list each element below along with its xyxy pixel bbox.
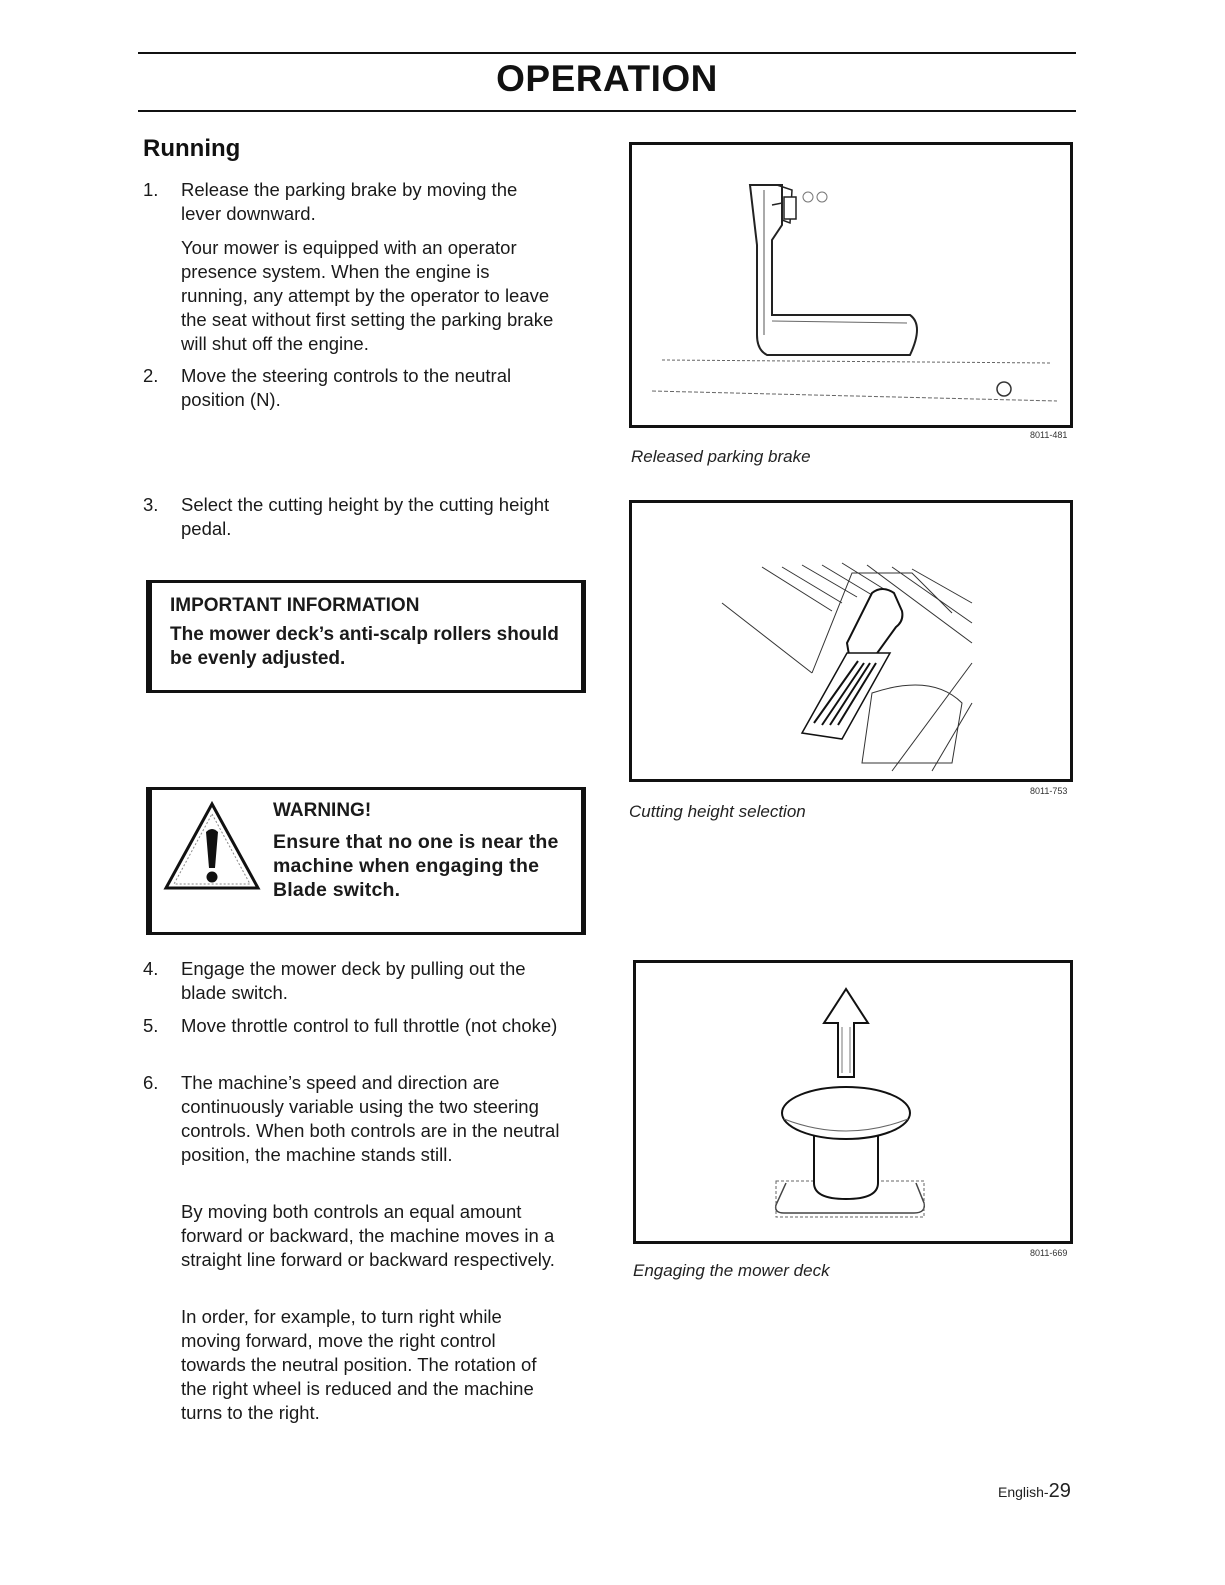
step-number: 3. xyxy=(143,494,159,515)
figure-caption: Engaging the mower deck xyxy=(633,1261,830,1280)
step-text: Move throttle control to full throttle (not choke) xyxy=(181,1015,558,1036)
warning-triangle-icon xyxy=(162,798,262,894)
figure-parking-brake xyxy=(629,142,1073,428)
warning-box xyxy=(146,787,586,935)
step-number: 2. xyxy=(143,365,159,386)
blade-switch-illustration xyxy=(636,963,1070,1241)
header-bottom-rule xyxy=(138,110,1076,112)
important-information-box xyxy=(146,580,586,693)
turn-paragraph: In order, for example, to turn right while moving forward, move the right control towards the neutral position. The rotation of the right wheel is reduced and the machine turns to the right. xyxy=(181,1306,537,1423)
step-number: 1. xyxy=(143,179,159,200)
step-text: Release the parking brake by moving the lever downward. xyxy=(181,179,518,224)
page-prefix: English- xyxy=(998,1484,1049,1500)
page-number xyxy=(998,1480,1071,1503)
figure-mower-deck xyxy=(633,960,1073,1244)
step-text: The machine’s speed and direction are continuously variable using the two steering controls. When both controls are in the neutral position, the machine stands still. xyxy=(181,1072,560,1165)
page-number-value: 29 xyxy=(1048,1480,1071,1502)
parking-brake-illustration xyxy=(632,145,1070,425)
figure-caption: Released parking brake xyxy=(631,447,811,466)
warning-body: Ensure that no one is near the machine when engaging the Blade switch. xyxy=(273,831,559,901)
important-heading: IMPORTANT INFORMATION xyxy=(170,595,420,616)
figure-code: 8011-753 xyxy=(1030,786,1068,796)
warning-heading: WARNING! xyxy=(273,800,372,821)
section-title: Running xyxy=(143,135,241,162)
step-text: Move the steering controls to the neutral position (N). xyxy=(181,365,512,410)
figure-code: 8011-481 xyxy=(1030,430,1068,440)
step-text: Select the cutting height by the cutting height pedal. xyxy=(181,494,550,539)
figure-caption: Cutting height selection xyxy=(629,802,806,821)
page-title: OPERATION xyxy=(496,58,718,99)
step-number: 5. xyxy=(143,1015,159,1036)
step-text: Engage the mower deck by pulling out the blade switch. xyxy=(181,958,526,1003)
cutting-height-pedal-illustration xyxy=(632,503,1070,779)
presence-paragraph: Your mower is equipped with an operator presence system. When the engine is running, any attempt by the operator to leave the seat without first setting the parking brake will shut off the engine. xyxy=(181,237,554,354)
figure-code: 8011-669 xyxy=(1030,1248,1068,1258)
step-number: 4. xyxy=(143,958,159,979)
straight-line-paragraph: By moving both controls an equal amount forward or backward, the machine moves in a straight line forward or backward respectively. xyxy=(181,1201,555,1270)
important-body: The mower deck’s anti-scalp rollers should be evenly adjusted. xyxy=(170,624,559,669)
figure-cutting-height xyxy=(629,500,1073,782)
step-number: 6. xyxy=(143,1072,159,1093)
header-top-rule xyxy=(138,52,1076,54)
